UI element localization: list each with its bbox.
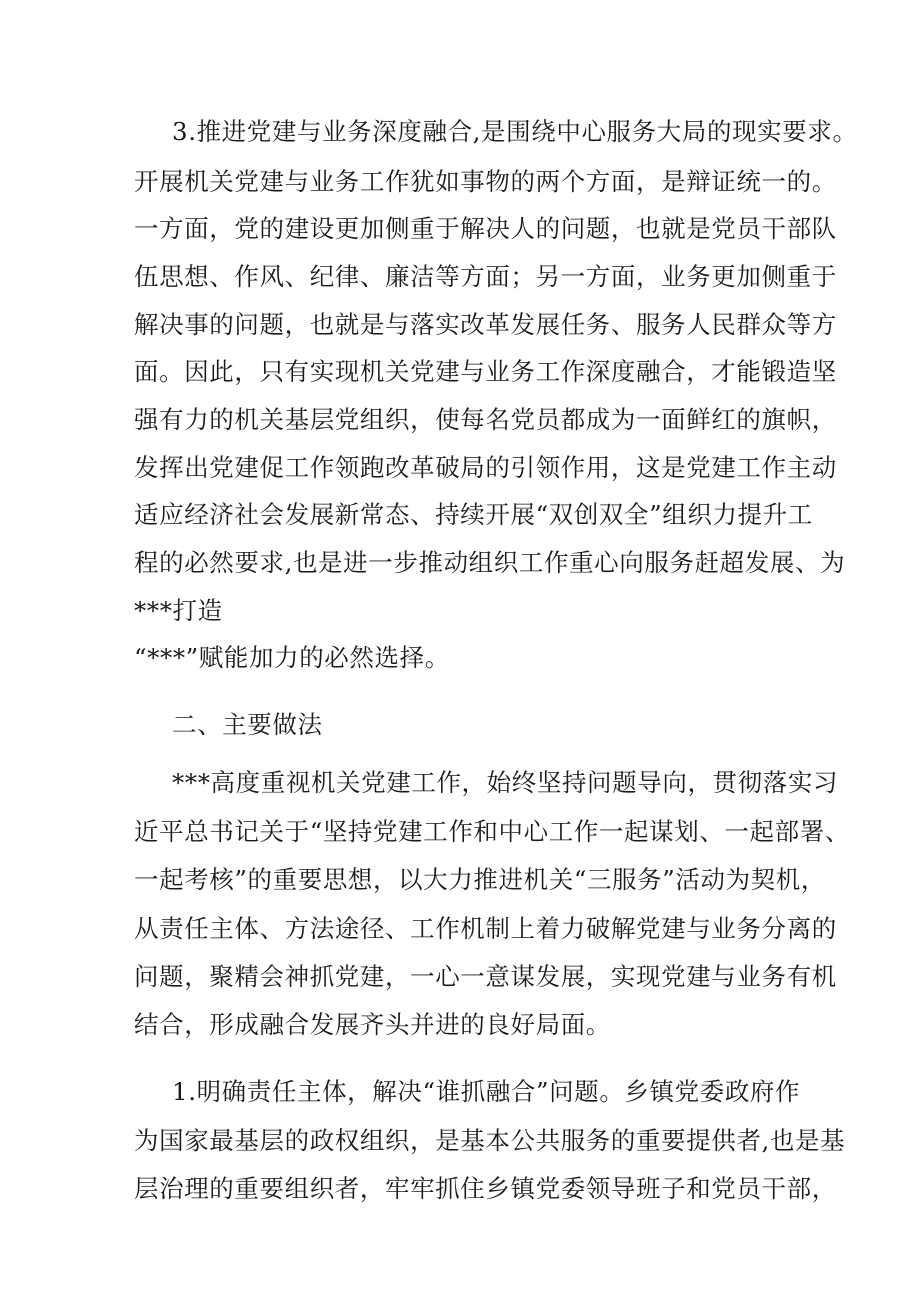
paragraph-1-line-2: 开展机关党建与业务工作犹如事物的两个方面，是辩证统一的。 — [134, 167, 837, 196]
paragraph-2-line-1: ***高度重视机关党建工作，始终坚持问题导向，贯彻落实习 — [172, 768, 839, 797]
paragraph-1-line-12: “***”赋能加力的必然选择。 — [134, 643, 450, 672]
paragraph-3-line-2: 为国家最基层的政权组织，是基本公共服务的重要提供者,也是基 — [134, 1126, 846, 1155]
paragraph-2-line-2: 近平总书记关于“坚持党建工作和中心工作一起谋划、一起部署、 — [134, 817, 850, 846]
paragraph-1-line-9: 适应经济社会发展新常态、持续开展“双创双全”组织力提升工 — [134, 500, 813, 529]
section-heading: 二、主要做法 — [172, 710, 323, 739]
paragraph-1-line-6: 面。因此，只有实现机关党建与业务工作深度融合，才能锻造坚 — [134, 357, 837, 386]
paragraph-1-line-11: ***打造 — [134, 596, 223, 625]
paragraph-1-line-3: 一方面，党的建设更加侧重于解决人的问题，也就是党员干部队 — [134, 214, 837, 243]
paragraph-1-line-1: 3.推进党建与业务深度融合,是围绕中心服务大局的现实要求。 — [172, 117, 858, 146]
paragraph-1-line-10: 程的必然要求,也是进一步推动组织工作重心向服务赶超发展、为 — [134, 548, 846, 577]
paragraph-3-line-1: 1.明确责任主体，解决“谁抓融合”问题。乡镇党委政府作 — [172, 1077, 801, 1106]
paragraph-1-line-4: 伍思想、作风、纪律、廉洁等方面；另一方面，业务更加侧重于 — [134, 262, 837, 291]
paragraph-2-line-4: 从责任主体、方法途径、工作机制上着力破解党建与业务分离的 — [134, 914, 837, 943]
paragraph-1-line-7: 强有力的机关基层党组织，使每名党员都成为一面鲜红的旗帜， — [134, 405, 837, 434]
paragraph-1-line-5: 解决事的问题，也就是与落实改革发展任务、服务人民群众等方 — [134, 310, 837, 339]
paragraph-1-line-8: 发挥出党建促工作领跑改革破局的引领作用，这是党建工作主动 — [134, 453, 837, 482]
paragraph-3-line-3: 层治理的重要组织者，牢牢抓住乡镇党委领导班子和党员干部， — [134, 1174, 837, 1203]
paragraph-2-line-6: 结合，形成融合发展齐头并进的良好局面。 — [134, 1010, 611, 1039]
paragraph-2-line-3: 一起考核”的重要思想，以大力推进机关“三服务”活动为契机， — [134, 865, 826, 894]
paragraph-2-line-5: 问题，聚精会神抓党建，一心一意谋发展，实现党建与业务有机 — [134, 962, 837, 991]
